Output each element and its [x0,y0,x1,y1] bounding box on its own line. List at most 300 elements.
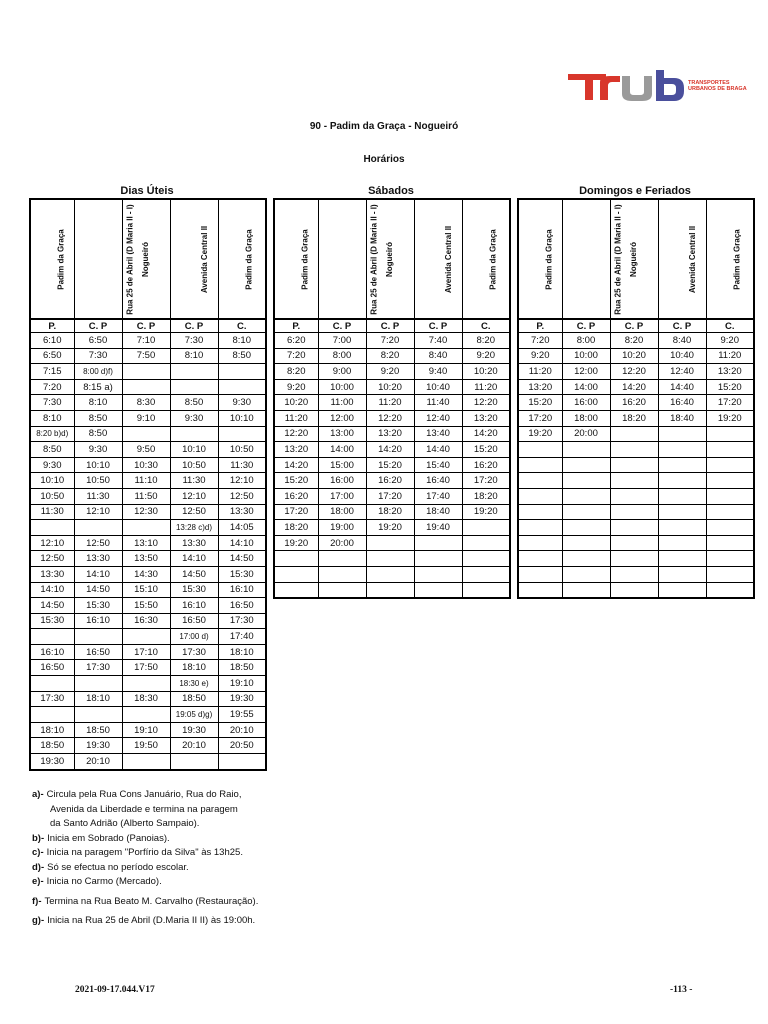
logo-r-shape [600,76,620,100]
time-cell [122,754,170,770]
time-cell: 10:10 [30,473,74,489]
time-cell: 19:30 [218,691,266,707]
time-cell [518,520,562,536]
table-row [30,754,266,770]
time-cell: 17:40 [414,488,462,504]
footnote-key: g)- [32,915,45,926]
table-row [518,395,754,411]
time-cell: 8:20 [274,364,318,380]
time-cell: 12:50 [30,551,74,567]
time-cell: 11:20 [366,395,414,411]
time-cell [366,551,414,567]
time-cell: 7:20 [518,333,562,349]
column-header [30,199,74,319]
footnote-text: Só se efectua no período escolar. [47,861,189,873]
time-cell: 19:10 [218,676,266,692]
time-cell: 7:20 [366,333,414,349]
time-cell: 7:15 [30,364,74,380]
time-cell: 14:20 [610,379,658,395]
time-cell: 12:00 [562,364,610,380]
stop-code: C. P [170,319,218,333]
time-cell: 14:05 [218,520,266,536]
time-cell [610,473,658,489]
time-cell: 16:50 [170,613,218,629]
time-cell [274,582,318,598]
time-cell: 10:10 [170,442,218,458]
time-cell [366,582,414,598]
time-cell [122,520,170,536]
time-cell: 13:30 [74,551,122,567]
time-cell: 6:20 [274,333,318,349]
column-header-label: Padim da Graça [56,228,66,290]
time-cell: 9:20 [706,333,754,349]
footnote [32,846,258,861]
column-header-label: Avenida Central II [199,225,209,293]
table-row [274,582,510,598]
time-cell: 8:00 [562,333,610,349]
column-header-label: Padim da Graça [544,228,554,290]
stop-code: P. [274,319,318,333]
time-cell: 13:20 [274,442,318,458]
time-cell: 9:20 [366,364,414,380]
table-row [274,520,510,536]
time-cell: 9:20 [274,379,318,395]
time-cell: 16:20 [274,488,318,504]
time-cell [318,582,366,598]
time-cell: 8:20 [366,348,414,364]
time-cell: 15:20 [274,473,318,489]
time-cell: 14:50 [74,582,122,598]
time-cell: 11:40 [414,395,462,411]
footnote [32,875,258,890]
time-cell: 12:00 [318,410,366,426]
table-row [274,333,510,349]
time-cell [518,582,562,598]
time-cell: 19:30 [74,738,122,754]
time-cell: 7:30 [30,395,74,411]
time-cell: 20:00 [318,535,366,551]
column-header [218,199,266,319]
time-cell: 19:00 [318,520,366,536]
time-cell: 7:20 [30,379,74,395]
time-cell: 9:10 [122,410,170,426]
time-cell: 17:20 [706,395,754,411]
time-cell: 18:40 [658,410,706,426]
time-cell: 15:30 [30,613,74,629]
time-cell [218,754,266,770]
time-cell [414,566,462,582]
time-cell: 19:55 [218,707,266,723]
time-cell: 8:10 [170,348,218,364]
column-header-label: Padim da Graça [244,228,254,290]
time-cell: 16:20 [366,473,414,489]
time-cell: 18:50 [30,738,74,754]
time-cell: 14:20 [274,457,318,473]
table-row [30,395,266,411]
time-cell: 12:40 [414,410,462,426]
time-cell: 12:20 [610,364,658,380]
time-cell: 7:00 [318,333,366,349]
time-cell: 8:50 [74,426,122,442]
time-cell: 11:50 [122,488,170,504]
time-cell: 10:50 [170,457,218,473]
page-number: -113 - [670,985,693,995]
time-cell [658,488,706,504]
time-cell: 14:50 [218,551,266,567]
footnote-key: e)- [32,876,44,887]
time-cell: 12:50 [74,535,122,551]
time-cell [706,457,754,473]
time-cell [414,535,462,551]
time-cell [706,566,754,582]
time-cell [610,566,658,582]
table-row [274,426,510,442]
time-cell: 18:20 [366,504,414,520]
time-cell: 20:50 [218,738,266,754]
time-cell: 12:40 [658,364,706,380]
time-cell: 16:00 [318,473,366,489]
time-cell: 18:00 [562,410,610,426]
time-cell [274,551,318,567]
time-cell [610,442,658,458]
time-cell: 19:30 [170,722,218,738]
time-cell: 17:40 [218,629,266,645]
time-cell [706,504,754,520]
time-cell: 12:20 [366,410,414,426]
time-cell: 8:50 [74,410,122,426]
column-header [518,199,562,319]
time-cell: 16:50 [30,660,74,676]
time-cell [706,582,754,598]
time-cell: 10:30 [122,457,170,473]
time-cell [30,676,74,692]
time-cell: 19:20 [518,426,562,442]
time-cell: 15:20 [462,442,510,458]
time-cell: 8:50 [218,348,266,364]
stop-code: C. P [610,319,658,333]
table-row [274,395,510,411]
time-cell: 12:10 [218,473,266,489]
footnote-key: c)- [32,847,44,858]
time-cell [610,504,658,520]
time-cell: 9:30 [170,410,218,426]
stop-code-row [274,319,510,333]
table-row [274,364,510,380]
column-header [170,199,218,319]
time-cell: 18:10 [170,660,218,676]
time-cell: 10:40 [414,379,462,395]
time-cell: 9:40 [414,364,462,380]
time-cell: 16:30 [122,613,170,629]
time-cell: 19:50 [122,738,170,754]
time-cell: 10:50 [218,442,266,458]
time-cell: 20:10 [170,738,218,754]
stop-code-row [518,319,754,333]
time-cell [658,442,706,458]
time-cell: 13:40 [414,426,462,442]
time-cell: 20:10 [74,754,122,770]
time-cell [658,551,706,567]
time-cell: 11:20 [706,348,754,364]
time-cell [74,520,122,536]
time-cell [462,535,510,551]
table-row [274,551,510,567]
time-cell: 14:10 [170,551,218,567]
footnote [32,832,258,847]
time-cell: 14:00 [318,442,366,458]
time-cell: 16:10 [30,644,74,660]
time-cell: 18:50 [74,722,122,738]
time-cell [706,488,754,504]
footnote-text: Circula pela Rua Cons Januário, Rua do Raio, [46,789,242,800]
column-header-label: Nogueiró [385,241,395,277]
time-cell: 8:20 [462,333,510,349]
time-cell: 8:10 [74,395,122,411]
table-row [30,613,266,629]
time-cell [170,426,218,442]
footnote-key: d)- [32,861,45,873]
table-row [274,348,510,364]
table-row [30,457,266,473]
table-row [30,504,266,520]
time-cell: 18:40 [414,504,462,520]
time-cell: 13:20 [706,364,754,380]
stop-code: C. [462,319,510,333]
column-header-label: Rua 25 de Abril (D Maria II - I) [369,203,379,315]
time-cell: 12:20 [462,395,510,411]
time-cell: 7:40 [414,333,462,349]
column-header-label: Nogueiró [629,241,639,277]
time-cell [218,364,266,380]
time-cell [74,629,122,645]
stop-code: P. [30,319,74,333]
table-row [30,426,266,442]
time-cell: 14:50 [170,566,218,582]
time-cell: 19:40 [414,520,462,536]
time-cell: 14:30 [122,566,170,582]
time-cell [658,473,706,489]
time-cell: 10:00 [562,348,610,364]
stop-code: C. P [414,319,462,333]
time-cell [706,426,754,442]
time-cell: 14:20 [366,442,414,458]
time-cell [706,520,754,536]
time-cell [170,754,218,770]
time-cell: 10:10 [74,457,122,473]
time-cell: 14:20 [462,426,510,442]
time-cell: 10:00 [318,379,366,395]
time-cell [562,535,610,551]
time-cell [562,551,610,567]
time-cell [562,488,610,504]
time-cell: 16:50 [74,644,122,660]
line-title: 90 - Padim da Graça - Nogueiró [309,121,459,132]
table-row [274,566,510,582]
table-row [30,676,266,692]
logo-sub2: URBANOS DE BRAGA [688,86,747,92]
time-cell: 9:50 [122,442,170,458]
table-row [518,473,754,489]
time-cell: 14:10 [30,582,74,598]
time-cell [610,535,658,551]
time-cell: 14:10 [218,535,266,551]
time-cell: 18:20 [462,488,510,504]
time-cell: 16:20 [610,395,658,411]
footnote-key: f)- [32,895,42,907]
time-cell: 15:20 [366,457,414,473]
footnote-text: Inicia na Rua 25 de Abril (D.Maria II II) às 19:00h. [47,915,256,926]
column-header [462,199,510,319]
time-cell [562,582,610,598]
column-header-label: Rua 25 de Abril (D Maria II - I) [613,203,623,315]
time-cell: 13:20 [462,410,510,426]
time-cell [414,582,462,598]
document-code: 2021-09-17.044.V17 [75,985,155,995]
time-cell: 18:10 [74,691,122,707]
time-cell [414,551,462,567]
time-cell: 19:10 [122,722,170,738]
timetable-saturdays [273,198,511,599]
time-cell: 8:20 b)d) [30,426,74,442]
time-cell [366,566,414,582]
time-cell [462,566,510,582]
column-header-label: Padim da Graça [732,228,742,290]
footnotes [32,788,258,929]
table-row [30,379,266,395]
time-cell: 8:20 [610,333,658,349]
time-cell: 12:10 [74,504,122,520]
time-cell [658,426,706,442]
time-cell: 10:20 [610,348,658,364]
table-row [274,535,510,551]
time-cell: 16:10 [74,613,122,629]
time-cell: 8:40 [658,333,706,349]
time-cell [462,551,510,567]
footnote-text: Inicia no Carmo (Mercado). [46,876,162,887]
stop-code: P. [518,319,562,333]
time-cell: 19:05 d)g) [170,707,218,723]
time-cell [610,520,658,536]
time-cell: 15:30 [74,598,122,614]
time-cell: 16:10 [170,598,218,614]
time-cell: 16:40 [414,473,462,489]
table-row [274,379,510,395]
table-row [30,644,266,660]
time-cell: 17:20 [518,410,562,426]
section-title-saturdays: Sábados [368,185,414,197]
time-cell: 18:20 [610,410,658,426]
time-cell: 16:10 [218,582,266,598]
footnote-text: Termina na Rua Beato M. Carvalho (Restauração). [44,895,259,907]
time-cell: 12:10 [170,488,218,504]
time-cell [74,676,122,692]
section-title-weekdays: Dias Úteis [120,185,174,197]
table-row [518,410,754,426]
time-cell: 8:30 [122,395,170,411]
table-row [30,598,266,614]
time-cell: 17:10 [122,644,170,660]
time-cell: 13:30 [218,504,266,520]
time-cell [518,535,562,551]
time-cell: 14:00 [562,379,610,395]
time-cell: 13:00 [318,426,366,442]
time-cell: 10:20 [274,395,318,411]
time-cell: 14:10 [74,566,122,582]
time-cell: 13:50 [122,551,170,567]
time-cell [610,551,658,567]
time-cell: 19:20 [462,504,510,520]
time-cell: 11:20 [274,410,318,426]
time-cell: 18:10 [218,644,266,660]
time-cell: 18:50 [218,660,266,676]
table-row [30,566,266,582]
time-cell: 6:50 [74,333,122,349]
time-cell: 18:50 [170,691,218,707]
time-cell: 10:10 [218,410,266,426]
column-header [414,199,462,319]
time-cell [706,473,754,489]
time-cell: 16:50 [218,598,266,614]
time-cell: 8:15 a) [74,379,122,395]
column-header-label: Nogueiró [141,241,151,277]
time-cell: 18:10 [30,722,74,738]
time-cell [30,629,74,645]
column-header [658,199,706,319]
time-cell: 17:30 [170,644,218,660]
footnote-key: b)- [32,832,45,844]
stop-code: C. P [318,319,366,333]
table-row [30,442,266,458]
time-cell [518,551,562,567]
time-cell: 9:30 [218,395,266,411]
time-cell: 11:20 [462,379,510,395]
time-cell: 8:50 [30,442,74,458]
time-cell: 12:20 [274,426,318,442]
time-cell: 17:50 [122,660,170,676]
time-cell: 18:30 [122,691,170,707]
time-cell: 6:10 [30,333,74,349]
time-cell: 17:30 [74,660,122,676]
table-row [518,348,754,364]
time-cell: 9:30 [74,442,122,458]
time-cell: 16:20 [462,457,510,473]
footnote-text: da Santo Adrião (Alberto Sampaio). [50,818,200,829]
time-cell [518,566,562,582]
time-cell: 7:10 [122,333,170,349]
time-cell: 15:10 [122,582,170,598]
table-row [30,629,266,645]
column-header-label: Avenida Central II [443,225,453,293]
stop-code: C. P [122,319,170,333]
time-cell [170,379,218,395]
table-row [274,457,510,473]
table-row [274,410,510,426]
time-cell [122,426,170,442]
table-row [30,364,266,380]
footnote-text: Inicia na paragem "Porfírio da Silva" às 13h25. [46,847,243,858]
time-cell [518,473,562,489]
time-cell: 17:20 [274,504,318,520]
time-cell [658,582,706,598]
time-cell: 19:30 [30,754,74,770]
time-cell: 6:50 [30,348,74,364]
footnote [32,914,258,929]
section-title-sundays: Domingos e Feriados [579,185,691,197]
time-cell: 19:20 [706,410,754,426]
column-header-row [518,199,754,319]
table-row [30,738,266,754]
time-cell: 9:20 [462,348,510,364]
